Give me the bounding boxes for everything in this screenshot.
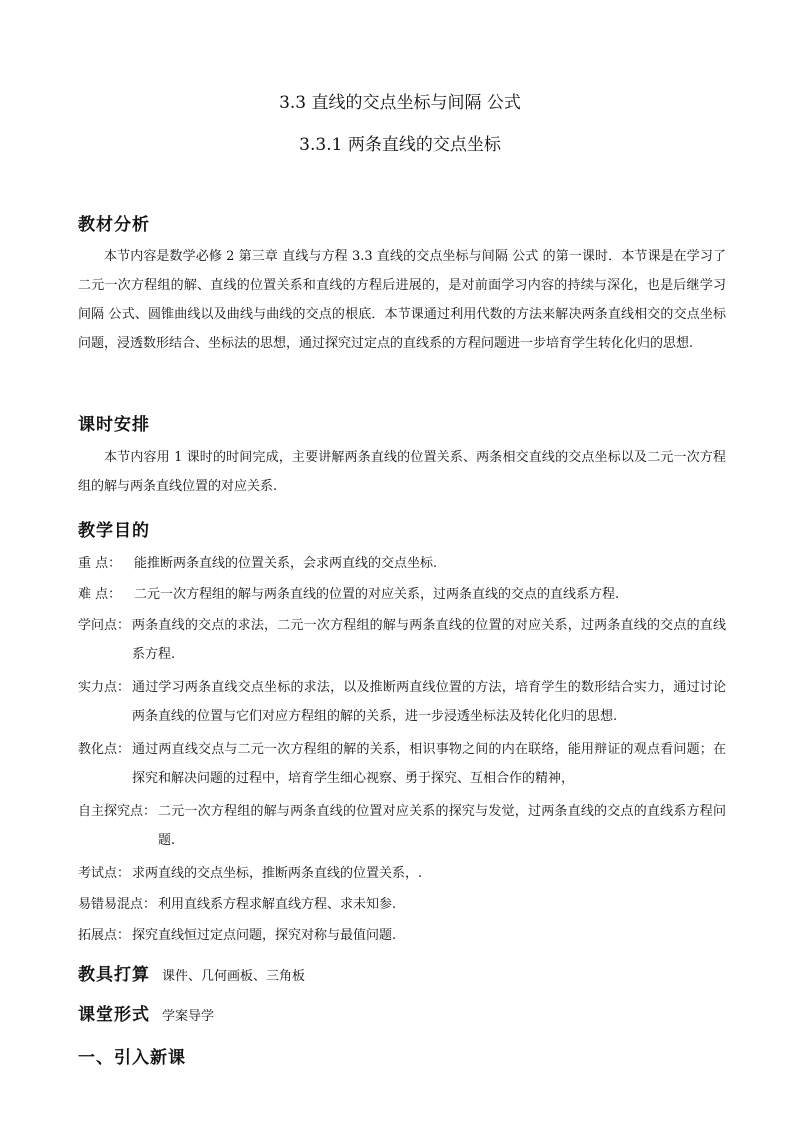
goal-item-exam (78, 859, 726, 888)
heading-schedule: 课时安排 (78, 415, 150, 435)
goal-item-extension (78, 921, 726, 950)
goal-item-key-point (78, 549, 726, 578)
heading-form (78, 1000, 214, 1025)
paragraph-analysis: 本节内容是数学必修 2 第三章 直线与方程 3.3 直线的交点坐标与间隔 公式 的第一课时．本节课是在学习了二元一次方程组的解、直线的位置关系和直线的方程后进展的，是对前面学习内容的持续与深化，也是后继学习间隔 公式、圆锥曲线以及曲线与曲线的交点的根底．本节课通过利用代数的方法来解决两条直线相交的交点坐标问题，浸透数形结合、坐标法的思想，通过探究过定点的直线系的方程问题进一步培育学生转化化归的思想. (78, 249, 726, 351)
section-subtitle: 3.3.1 两条直线的交点坐标 (299, 135, 501, 155)
heading-form-label: 课堂形式 (78, 1005, 150, 1025)
goal-item-pitfalls (78, 890, 726, 919)
goal-text: 通过两直线交点与二元一次方程组的解的关系，相识事物之间的内在联络，能用辩证的观点看问题；在探究和解决问题的过程中，培育学生细心视察、勇于探究、互相合作的精神， (132, 742, 726, 786)
heading-intro: 一、引入新课 (78, 1048, 186, 1068)
goal-item-knowledge (78, 611, 726, 669)
goal-label: 实力点： (78, 680, 131, 695)
form-text: 学案导学 (162, 1009, 215, 1024)
goal-label: 拓展点： (78, 928, 131, 943)
goal-text: 探究直线恒过定点问题，探究对称与最值问题. (132, 928, 397, 943)
heading-analysis: 教材分析 (78, 215, 150, 235)
goal-label: 考试点： (78, 866, 131, 881)
paragraph-schedule: 本节内容用 1 课时的时间完成，主要讲解两条直线的位置关系、两条相交直线的交点坐标以及二元一次方程组的解与两条直线位置的对应关系. (78, 450, 726, 494)
heading-tools (78, 960, 305, 985)
goal-label: 学问点： (78, 618, 131, 633)
goal-label: 重 点： (78, 556, 122, 571)
goal-text: 二元一次方程组的解与两条直线的位置对应关系的探究与发觉，过两条直线的交点的直线系方程问题. (158, 804, 726, 848)
goal-label: 难 点： (78, 587, 122, 602)
goal-label: 易错易混点： (78, 897, 157, 912)
tools-text: 课件、几何画板、三角板 (162, 969, 306, 984)
goal-text: 利用直线系方程求解直线方程、求未知参. (158, 897, 397, 912)
heading-tools-label: 教具打算 (78, 965, 150, 985)
goal-label: 教化点： (78, 742, 131, 757)
goal-text: 二元一次方程组的解与两条直线的位置的对应关系，过两条直线的交点的直线系方程. (134, 587, 620, 602)
goal-text: 通过学习两条直线交点坐标的求法，以及推断两直线位置的方法，培育学生的数形结合实力，通过讨论两条直线的位置与它们对应方程组的解的关系，进一步浸透坐标法及转化化归的思想. (132, 680, 726, 724)
goal-label: 自主探究点： (78, 804, 157, 819)
goal-text: 两条直线的交点的求法，二元一次方程组的解与两条直线的位置的对应关系，过两条直线的交点的直线系方程. (132, 618, 726, 662)
goal-text: 能推断两条直线的位置关系，会求两直线的交点坐标. (134, 556, 438, 571)
goal-text: 求两直线的交点坐标，推断两条直线的位置关系，. (132, 866, 423, 881)
goal-item-ability (78, 673, 726, 731)
goal-item-education (78, 735, 726, 793)
goal-item-difficulty (78, 580, 726, 609)
goal-item-self-study (78, 797, 726, 855)
heading-goals: 教学目的 (78, 521, 150, 541)
document-title: 3.3 直线的交点坐标与间隔 公式 (279, 93, 521, 113)
